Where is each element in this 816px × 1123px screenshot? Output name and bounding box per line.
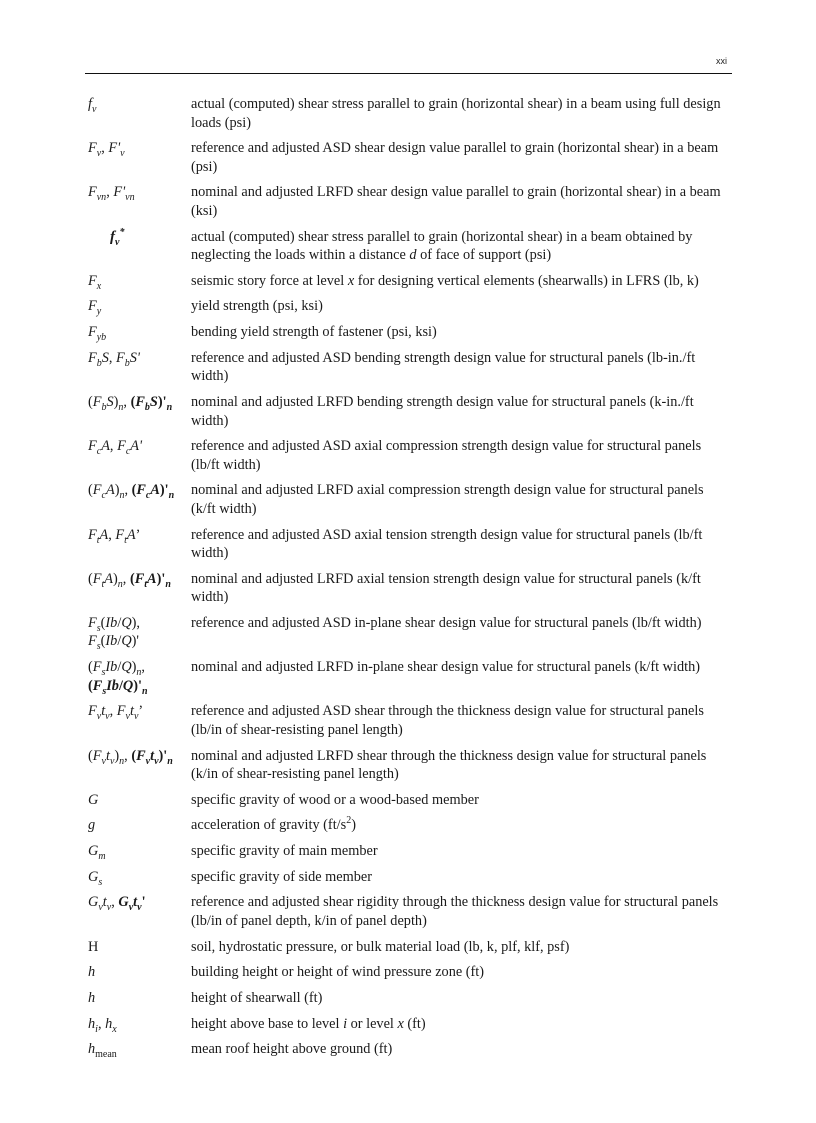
entry-symbol: h [88, 990, 96, 1006]
entry-definition: nominal and adjusted LRFD bending strength design value for structural panels (k-in./ft width) [191, 394, 694, 429]
entry-symbol: $F_{yb}$ [88, 324, 107, 343]
entry-symbol: $F_x$ [88, 272, 102, 292]
entry-symbol: $G_vt_v$, $G_vt_v'$ [88, 894, 146, 914]
entry-definition: mean roof height above ground (ft) [191, 1041, 393, 1058]
entry-definition: nominal and adjusted LRFD in-plane shear design value for structural panels (k/ft width) [191, 659, 700, 676]
entry-symbol: $(F_tA)_n$, $(F_tA)'_n$ [88, 570, 171, 590]
entry-definition: soil, hydrostatic pressure, or bulk material load (lb, k, plf, klf, psf) [191, 938, 570, 955]
entry-symbol: $F_s(Ib/Q)$, $F_s(Ib/Q)'$ [88, 614, 140, 653]
nomenclature-entry [88, 297, 732, 316]
entry-symbol: $h_i$, $h_x$ [88, 1015, 117, 1035]
entry-definition: height above base to level i or level x (ft) [191, 1015, 426, 1032]
entry-definition: yield strength (psi, ksi) [191, 298, 323, 315]
nomenclature-entry [88, 842, 732, 861]
nomenclature-entry [88, 183, 732, 220]
nomenclature-entry [88, 963, 732, 982]
nomenclature-entry [88, 139, 732, 176]
nomenclature-entry [88, 228, 732, 265]
nomenclature-entry [88, 893, 732, 930]
nomenclature-list [88, 95, 732, 1066]
nomenclature-entry [88, 481, 732, 518]
nomenclature-entry [88, 989, 732, 1008]
entry-symbol: $F_bS$, $F_bS'$ [88, 349, 140, 369]
entry-symbol: $(F_sIb/Q)_n$, $(F_sIb/Q)'_n$ [88, 659, 148, 697]
entry-symbol: $F_v$, $F'_v$ [88, 140, 125, 160]
entry-definition: nominal and adjusted LRFD shear design value parallel to grain (horizontal shear) in a beam (ksi) [191, 184, 721, 219]
entry-symbol: h [88, 964, 96, 981]
entry-symbol: $(F_bS)_n$, $(F_bS)'_n$ [88, 394, 173, 413]
entry-definition: nominal and adjusted LRFD shear through the thickness design value for structural panels (k/in of shear-resisting panel length) [191, 747, 707, 782]
entry-symbol: $(F_cA)_n$, $(F_cA)'_n$ [88, 482, 175, 502]
entry-symbol: G [88, 791, 99, 808]
nomenclature-entry [88, 323, 732, 342]
entry-definition: nominal and adjusted LRFD axial compression strength design value for structural panels (k/ft width) [191, 482, 704, 517]
header-rule [85, 73, 732, 74]
entry-definition: height of shearwall (ft) [191, 990, 323, 1006]
entry-definition: specific gravity of wood or a wood-based member [191, 791, 479, 808]
entry-symbol: $f_v$ [88, 96, 97, 115]
entry-definition: reference and adjusted ASD axial compression strength design value for structural panels (lb/ft width) [191, 438, 702, 473]
entry-definition: reference and adjusted ASD in-plane shear design value for structural panels (lb/ft width) [191, 614, 702, 631]
nomenclature-entry [88, 658, 732, 695]
entry-definition: specific gravity of main member [191, 843, 378, 860]
nomenclature-entry [88, 1040, 732, 1059]
entry-symbol: $F_{vn}$, $F'_{vn}$ [88, 184, 135, 204]
nomenclature-entry [88, 868, 732, 887]
nomenclature-entry [88, 349, 732, 386]
entry-definition: actual (computed) shear stress parallel to grain (horizontal shear) in a beam using full design loads (psi) [191, 96, 721, 131]
entry-symbol: $F_cA$, $F_cA'$ [88, 438, 143, 458]
entry-symbol: g [88, 817, 96, 834]
entry-symbol: $F_tA$, $F_tA$’ [88, 526, 141, 546]
entry-symbol: $F_vt_v$, $F_vt_v$’ [88, 703, 144, 723]
nomenclature-entry [88, 614, 732, 651]
entry-symbol: $(F_vt_v)_n$, $(F_vt_v)'_n$ [88, 747, 173, 767]
nomenclature-entry [88, 791, 732, 810]
entry-symbol: H [88, 938, 99, 955]
nomenclature-entry [88, 570, 732, 607]
nomenclature-entry [88, 526, 732, 563]
page-number: xxi [716, 56, 727, 66]
nomenclature-entry [88, 1015, 732, 1034]
nomenclature-entry [88, 95, 732, 132]
entry-symbol: $G_m$ [88, 843, 106, 862]
nomenclature-entry [88, 702, 732, 739]
entry-definition: specific gravity of side member [191, 868, 373, 885]
nomenclature-entry [88, 272, 732, 291]
entry-definition: actual (computed) shear stress parallel to grain (horizontal shear) in a beam obtained by neglecting the loads within a distance d of face of support (psi) [191, 228, 693, 264]
entry-definition: building height or height of wind pressure zone (ft) [191, 964, 485, 981]
entry-definition: bending yield strength of fastener (psi, ksi) [191, 324, 437, 341]
entry-definition: acceleration of gravity $(ft/s^2)$ [191, 815, 356, 834]
entry-symbol: $f_v^*$ [110, 226, 125, 248]
entry-definition: reference and adjusted ASD bending strength design value for structural panels (lb-in./ft width) [191, 349, 696, 385]
entry-definition: nominal and adjusted LRFD axial tension strength design value for structural panels (k/ft width) [191, 570, 701, 606]
entry-definition: reference and adjusted ASD shear design value parallel to grain (horizontal shear) in a beam (psi) [191, 140, 719, 175]
entry-definition: seismic story force at level x for designing vertical elements (shearwalls) in LFRS (lb, k) [191, 272, 699, 289]
entry-symbol: $F_y$ [88, 298, 102, 318]
entry-definition: reference and adjusted ASD shear through the thickness design value for structural panels (lb/in of shear-resisting panel length) [191, 703, 704, 738]
entry-definition: reference and adjusted ASD axial tension strength design value for structural panels (lb/ft width) [191, 526, 703, 562]
nomenclature-entry [88, 437, 732, 474]
entry-symbol: $h_{mean}$ [88, 1041, 117, 1061]
nomenclature-entry [88, 747, 732, 784]
entry-symbol: $G_s$ [88, 868, 103, 888]
nomenclature-entry [88, 816, 732, 835]
nomenclature-entry [88, 938, 732, 957]
nomenclature-entry [88, 393, 732, 430]
entry-definition: reference and adjusted shear rigidity through the thickness design value for structural panels (lb/in of panel depth, k/in of panel depth) [191, 894, 719, 929]
